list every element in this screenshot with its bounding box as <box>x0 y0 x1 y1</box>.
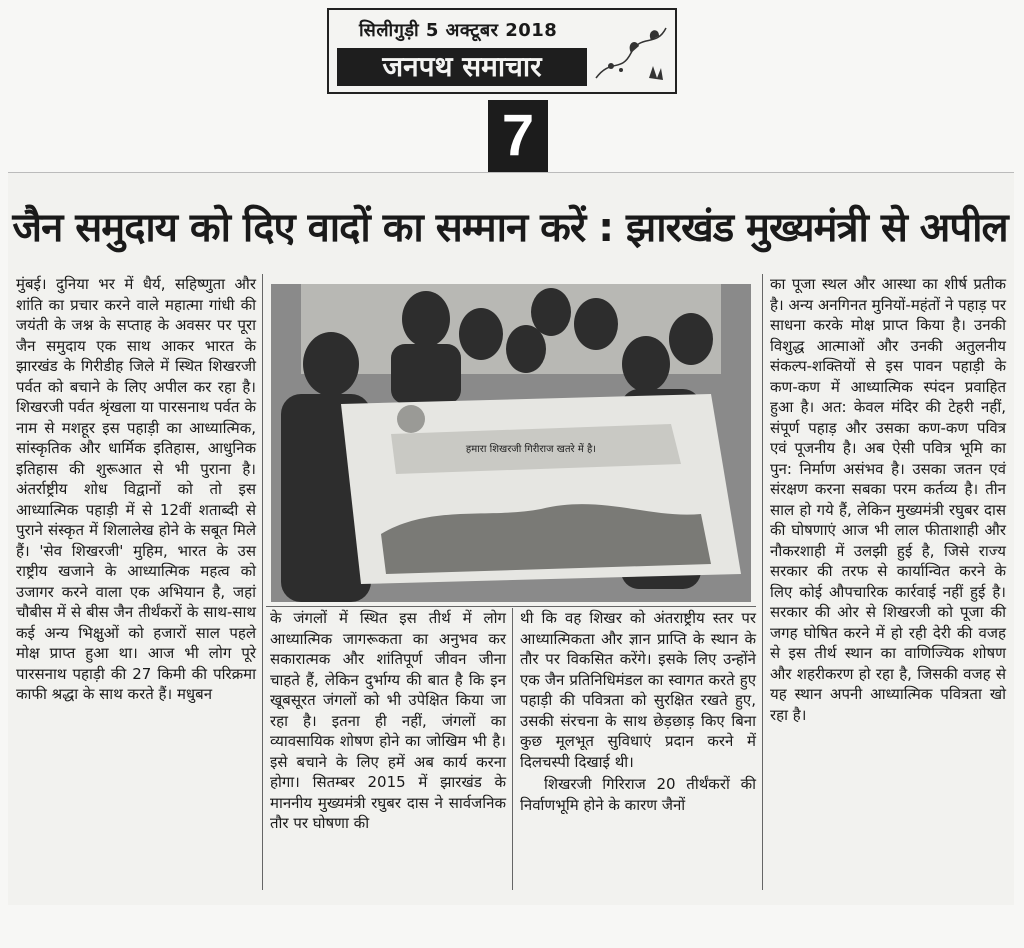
column-3-text: थी कि वह शिखर को अंतराष्ट्रीय स्तर पर आध्यात्मिकता और ज्ञान प्राप्ति के स्थान के तौर पर विकसित करेंगे। इसके लिए उन्होंने एक जैन प्रतिनिधिमंडल का स्वागत करते हुए पहाड़ी की पवित्रता को सुरक्षित रखते हुए, उसकी संरचना के साथ छेड़छाड़ किए बिना कुछ मूलभूत सुविधाएं प्रदान करने में दिलचस्पी दिखाई थी। <box>520 609 756 771</box>
masthead <box>327 8 677 94</box>
article-column-1 <box>16 274 256 705</box>
column-4-text: का पूजा स्थल और आस्था का शीर्ष प्रतीक है। अन्य अनगिनत मुनियों-महंतों ने पहाड़ पर साधना करके मोक्ष प्राप्त किया है। उनकी विशुद्ध आत्माओं और उनकी अतुलनीय संकल्प-शक्तियों से इस पावन पहाड़ी के कण-कण में आध्यात्मिक स्पंदन प्रवाहित हुआ है। अत: केवल मंदिर की टेहरी नहीं, संपूर्ण पहाड़ और उसका कण-कण पवित्र एवं पूजनीय है। अब ऐसी पवित्र भूमि का पुन: निर्माण असंभव है। उसका जतन एवं संरक्षण करना सबका परम कर्तव्य है। तीन साल हो गये हैं, लेकिन मुख्यमंत्री रघुबर दास की घोषणाएं आज भी लाल फीताशाही और नौकरशाही में उलझी हुई है, जिसे राज्य सरकार की तरफ से कार्यान्वित करने के लिए कोई औपचारिक कार्रवाई नहीं हुई है। सरकार की ओर से शिखरजी को पूजा की जगह घोषित करने में हो रही देरी की वजह से इस तीर्थ स्थान का वाणिज्यिक शोषण और शहरीकरण हो रहा है, जिसकी वजह से यह स्थान अपनी आध्यात्मिक पवित्रता खो रहा है। <box>770 275 1006 724</box>
column-divider <box>512 608 513 890</box>
column-2-text: के जंगलों में स्थित इस तीर्थ में लोग आध्यात्मिक जागरूकता का अनुभव कर सकारात्मक और शांतिपूर्ण जीवन जीना चाहते हैं, लेकिन दुर्भाग्य की बात है कि इन खूबसूरत जंगलों को भी उपेक्षित किया जा रहा है। इतना ही नहीं, जंगलों का व्यावसायिक शोषण होने का जोखिम भी है। इसे बचाने के लिए हमें अब कार्य करना होगा। सितम्बर 2015 में झारखंड के माननीय मुख्यमंत्री रघुबर दास ने सार्वजनिक तौर पर घोषणा की <box>270 609 506 832</box>
article-headline: जैन समुदाय को दिए वादों का सम्मान करें : झारखंड मुख्यमंत्री से अपील <box>12 205 1008 251</box>
column-3-text-b: शिखरजी गिरिराज 20 तीर्थंकरों की निर्वाणभूमि होने के कारण जैनों <box>520 775 756 814</box>
column-divider <box>762 274 763 890</box>
column-divider <box>262 274 263 890</box>
masthead-date: सिलीगुड़ी 5 अक्टूबर 2018 <box>359 20 558 41</box>
floral-ornament-icon <box>591 18 671 88</box>
banner-heading: हमारा शिखरजी गिरीराज खतरे में है। <box>465 444 597 455</box>
column-1-text: मुंबई। दुनिया भर में धैर्य, सहिष्णुता और शांति का प्रचार करने वाले महात्मा गांधी की जयंती के जश्न के सप्ताह के अवसर पर पूरा जैन समुदाय एक साथ आकर भारत के झारखंड के गिरीडीह जिले में स्थित शिखरजी पर्वत को बचाने के लिए अपील कर रहा है। शिखरजी पर्वत श्रृंखला या पारसनाथ पर्वत के नाम से मशहूर इस पहाड़ी का आध्यात्मिक, सांस्कृतिक और धार्मिक इतिहास, आधुनिक इतिहास की शुरूआत से भी पुराना है। अंतर्राष्ट्रीय शोध विद्वानों को तो इस आध्यात्मिक पहाड़ी में से 12वीं शताब्दी से पुराने संस्कृत में शिलालेख होने के सबूत मिले हैं। 'सेव शिखरजी' मुहिम, भारत के उस राष्ट्रीय खजाने के आध्यात्मिक महत्व को उजागर करने वाला एक अभियान है, जहां चौबीस में से बीस जैन तीर्थंकरों के साथ-साथ कई अन्य भिक्षुओं को हजारों साल पहले मोक्ष प्राप्त हुआ था। आज भी लोग पूरे पारसनाथ पहाड़ी की 27 किमी की परिक्रमा काफी श्रद्धा के साथ करते हैं। मधुबन <box>16 275 256 703</box>
article-column-2 <box>270 608 506 834</box>
page-number: 7 <box>488 100 548 172</box>
photo-bottom-rule <box>266 606 756 607</box>
group-photo-illustration <box>271 284 751 602</box>
article-column-3 <box>520 608 756 815</box>
article-photo <box>271 284 751 602</box>
article-column-4 <box>770 274 1006 725</box>
newspaper-name: जनपथ समाचार <box>337 48 587 86</box>
